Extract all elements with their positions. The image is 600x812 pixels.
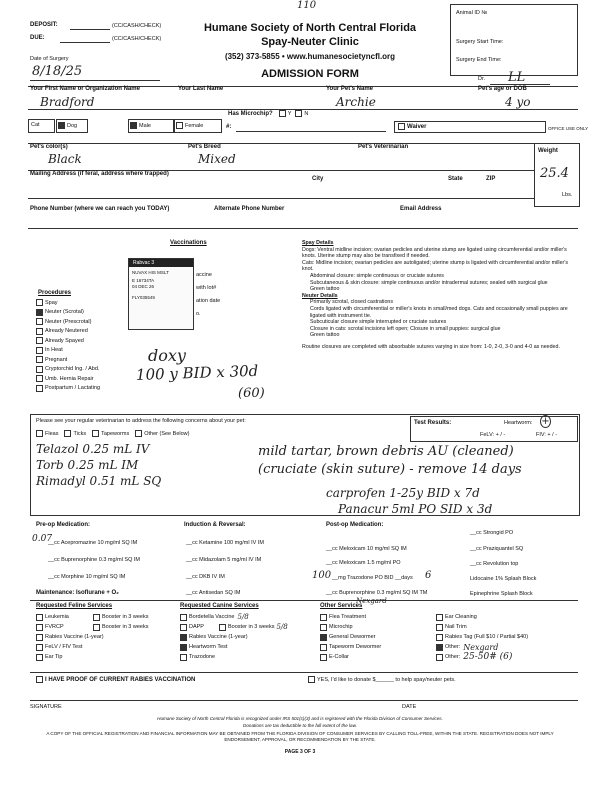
dog-option[interactable] — [58, 122, 77, 129]
feline-leukemia[interactable] — [36, 612, 148, 622]
vaccine-line-1: accine — [196, 272, 212, 278]
procedure-postpartum[interactable] — [36, 384, 100, 394]
extra-nail-trim[interactable] — [436, 622, 528, 632]
due-label: DUE: — [30, 35, 45, 41]
extra-ear-cleaning[interactable] — [436, 612, 528, 622]
service-label: DAPP — [189, 624, 204, 630]
pet-age-label: Pet's age or DOB — [478, 86, 527, 92]
sticker-line-2: E 16734TA — [132, 278, 155, 283]
procedures-list — [36, 298, 100, 393]
procedure-umb-hernia[interactable] — [36, 374, 100, 384]
feline-ear-tip[interactable] — [36, 652, 148, 662]
service-label: Other: — [445, 654, 461, 660]
service-checkbox[interactable] — [180, 614, 187, 621]
deposit-options: (CC/CASH/CHECK) — [112, 23, 162, 29]
service-label: Rabies Vaccine (1-year) — [189, 634, 248, 640]
signature-label: SIGNATURE — [30, 704, 62, 710]
extra-services-list — [436, 612, 528, 662]
heartworm-label: Heartworm: — [504, 420, 533, 426]
procedure-neuter-scrotal[interactable] — [36, 308, 100, 318]
procedure-checkbox[interactable] — [36, 366, 43, 373]
female-option[interactable] — [176, 122, 203, 129]
procedure-label: Pregnant — [45, 356, 68, 363]
canine-trazodone[interactable] — [180, 652, 288, 662]
procedure-checkbox[interactable] — [36, 337, 43, 344]
postop-hand: 100 — [312, 570, 332, 581]
induction-item-ketamine[interactable]: __cc Ketamine 100 mg/ml IV IM — [186, 540, 264, 546]
dog-checkbox[interactable] — [58, 122, 65, 129]
preop-item-morphine[interactable]: __cc Morphine 10 mg/ml SQ IM — [48, 574, 126, 580]
neuter-bullet: Closure in cats: scrotal incisions left open; Closure in small puppies: surgical glue — [310, 325, 501, 332]
service-checkbox[interactable] — [436, 624, 443, 631]
neuter-bullet: Subcuticular closure simple interrupted or cruciate sutures — [310, 319, 447, 326]
induction-item-antisedan[interactable]: __cc Antisedan SQ IM — [186, 590, 241, 596]
vaccine-line-4: o. — [196, 311, 201, 317]
induction-item-midazolam[interactable]: __cc Midazolam 5 mg/ml IV IM — [186, 557, 262, 563]
fine-print-2: Donations are tax deductible to the full extent of the law. — [243, 723, 357, 728]
first-name-label: Your First Name or Organization Name — [30, 86, 140, 92]
booster-checkbox[interactable] — [93, 614, 100, 621]
right-med-revolution[interactable]: __cc Revolution top — [470, 561, 519, 567]
microchip-number-label: #: — [226, 124, 232, 130]
donate-checkbox[interactable] — [308, 676, 315, 683]
preop-hand: 0.07 — [32, 534, 53, 544]
service-checkbox[interactable] — [180, 634, 187, 641]
service-checkbox[interactable] — [320, 614, 327, 621]
fine-print-1: Humane Society of North Central Florida is recognized under IRS 501(c)(3) and is registered with the Florida Division of Consumer Services. — [157, 716, 443, 721]
procedure-checkbox[interactable] — [36, 356, 43, 363]
booster-checkbox[interactable] — [93, 624, 100, 631]
service-label: Ear Tip — [45, 654, 63, 660]
sticker-line-3: 04 DEC 26 — [132, 284, 155, 289]
booster-label: Booster in 3 weeks — [228, 624, 275, 630]
deposit-label: DEPOSIT: — [30, 22, 58, 28]
extra-rabies-tag[interactable] — [436, 632, 528, 642]
service-checkbox[interactable] — [320, 644, 327, 651]
breed-value[interactable]: Mixed — [198, 152, 236, 166]
female-label: Female — [185, 122, 204, 129]
other-flea[interactable] — [320, 612, 381, 622]
rabies-proof-checkbox[interactable] — [36, 676, 43, 683]
postop-item-buprenorphine[interactable]: __cc Buprenorphine 0.3 mg/ml SQ IM TM — [326, 590, 428, 596]
service-checkbox[interactable] — [36, 614, 43, 621]
microchip-no-checkbox[interactable] — [295, 110, 302, 117]
office-use-label: OFFICE USE ONLY — [548, 126, 589, 131]
mailing-label: Mailing Address (if feral, address where trapped) — [30, 171, 169, 177]
other-services-title: Other Services — [320, 603, 363, 609]
other-microchip[interactable] — [320, 622, 381, 632]
service-label: Rabies Tag (Full $10 / Partial $40) — [445, 634, 529, 640]
city-label: City — [312, 176, 324, 182]
page-number: PAGE 3 OF 3 — [284, 749, 316, 755]
other-services-list — [320, 612, 381, 662]
right-med-strongid[interactable]: __cc Strongid PO — [470, 530, 514, 536]
postop-days: 6 — [425, 570, 432, 581]
right-med-praziquantel[interactable]: __cc Praziquantel SQ — [470, 546, 524, 552]
preop-title: Pre-op Medication: — [36, 522, 91, 528]
donate-row[interactable] — [308, 676, 456, 683]
concern-note-1: Telazol 0.25 mL IV — [36, 442, 150, 456]
other-checkbox[interactable] — [135, 430, 142, 437]
postop-item-meloxicam-10[interactable]: __cc Meloxicam 10 mg/ml SQ IM — [326, 546, 407, 552]
spay-bullet: Green tattoo — [310, 286, 340, 293]
sticker-line-1: NUVAX HIS MSLT — [132, 270, 169, 275]
postop-item-trazodone[interactable]: __mg Trazodone PO BID __days — [332, 575, 413, 581]
extra-other-1[interactable] — [436, 642, 528, 652]
feline-rabies[interactable] — [36, 632, 148, 642]
sticker-line-4: FLY035549 — [132, 295, 155, 300]
zip-label: ZIP — [486, 176, 496, 182]
vet-label: Pet's Veterinarian — [358, 144, 409, 150]
service-label: Rabies Vaccine (1-year) — [45, 634, 104, 640]
neuter-details-title: Neuter Details — [302, 292, 338, 299]
booster-label: Booster in 3 weeks — [102, 614, 149, 620]
vaccine-line-3: ation date — [196, 298, 221, 304]
other-general-dewormer[interactable] — [320, 632, 381, 642]
concern-note-2: Torb 0.25 mL IM — [36, 458, 139, 472]
dr-label: Dr. — [478, 76, 486, 82]
due-options: (CC/CASH/CHECK) — [112, 36, 162, 42]
procedure-label: Postpartum / Lactating — [45, 385, 101, 392]
service-checkbox[interactable] — [36, 624, 43, 631]
phone-label: Phone Number (where we can reach you TODAY) — [30, 206, 170, 212]
procedure-label: Neuter (Prescrotal) — [45, 318, 92, 325]
state-label: State — [448, 176, 463, 182]
rabies-proof-label: I HAVE PROOF OF CURRENT RABIES VACCINATION — [45, 676, 196, 683]
canine-dapp[interactable] — [180, 622, 288, 632]
feline-services-title: Requested Feline Services — [36, 603, 113, 609]
service-label: Heartworm Test — [189, 644, 228, 650]
phone-web: (352) 373-5855 • www.humanesocietyncfl.org — [224, 52, 396, 61]
procedure-neuter-prescrotal[interactable] — [36, 317, 100, 327]
other-label: Other (See Below) — [144, 430, 190, 437]
procedure-checkbox[interactable] — [36, 309, 43, 316]
extra-other-hand: Nexgard — [463, 642, 499, 652]
service-label: Bordetella Vaccine — [189, 614, 235, 620]
procedure-label: Spay — [45, 299, 58, 306]
vaccinations-title: Vaccinations — [170, 240, 207, 246]
extra-other-hand-2: 25-50# (6) — [463, 652, 513, 662]
concern-note-6: carprofen 1-25y BID x 7d — [326, 486, 480, 500]
male-label: Male — [139, 122, 151, 129]
concern-note-4: mild tartar, brown debris AU (cleaned) — [258, 444, 514, 459]
dr-value[interactable]: LL — [508, 70, 526, 85]
induction-title: Induction & Reversal: — [184, 522, 246, 528]
service-label: Trazodone — [189, 654, 216, 660]
rx-line-1: doxy — [148, 346, 186, 365]
procedure-label: In Heat — [45, 347, 63, 354]
service-label: Tapeworm Dewormer — [329, 644, 382, 650]
pet-age-value[interactable]: 4 yo — [505, 95, 531, 109]
email-label: Email Address — [400, 206, 442, 212]
procedure-already-neutered[interactable] — [36, 327, 100, 337]
concerns-options — [36, 430, 189, 437]
postop-item-meloxicam-15[interactable]: __cc Meloxicam 1.5 mg/ml PO — [326, 560, 401, 566]
service-label: Ear Cleaning — [445, 614, 477, 620]
other-tapeworm[interactable] — [320, 642, 381, 652]
service-checkbox[interactable] — [36, 654, 43, 661]
procedure-checkbox[interactable] — [36, 299, 43, 306]
ticks-checkbox[interactable] — [64, 430, 71, 437]
heartworm-value[interactable]: + — [541, 416, 550, 427]
waiver-label: Waiver — [407, 123, 427, 130]
procedure-label: Neuter (Scrotal) — [45, 309, 84, 316]
dog-label: Dog — [67, 122, 78, 129]
service-checkbox[interactable] — [180, 644, 187, 651]
waiver-checkbox[interactable] — [398, 123, 405, 130]
canine-hand-note-2: 5/8 — [276, 623, 288, 631]
vaccine-line-2: with lot# — [196, 285, 217, 291]
first-name-value[interactable]: Bradford — [40, 95, 95, 109]
service-label: Leukemia — [45, 614, 69, 620]
service-label: E-Collar — [329, 654, 349, 660]
spay-details — [302, 240, 576, 351]
service-checkbox[interactable] — [320, 624, 327, 631]
service-checkbox[interactable] — [436, 644, 443, 651]
canine-services-title: Requested Canine Services — [180, 603, 259, 609]
feline-felv-fiv[interactable] — [36, 642, 148, 652]
alt-phone-label: Alternate Phone Number — [214, 206, 285, 212]
procedure-already-spayed[interactable] — [36, 336, 100, 346]
canine-hand-note-1: 5/8 — [237, 613, 249, 621]
procedures-title: Procedures — [38, 290, 72, 296]
pet-name-label: Your Pet's Name — [326, 86, 373, 92]
procedure-label: Already Neutered — [45, 328, 88, 335]
weight-label: Weight — [538, 148, 558, 154]
right-med-epinephrine[interactable]: Epinephrine Splash Block — [470, 591, 533, 597]
donate-label: YES, I'd like to donate $______ to help spay/neuter pets. — [317, 676, 456, 683]
procedure-label: Already Spayed — [45, 337, 84, 344]
last-name-label: Your Last Name — [178, 86, 224, 92]
induction-item-dkb[interactable]: __cc DKB IV IM — [186, 574, 225, 580]
canine-bordetella[interactable] — [180, 612, 288, 622]
fleas-checkbox[interactable] — [36, 430, 43, 437]
service-checkbox[interactable] — [180, 624, 187, 631]
fleas-label: Fleas — [45, 430, 59, 437]
neuter-bullet: Primarily scrotal, closed castrations — [310, 299, 394, 306]
date-of-surgery-value[interactable]: 8/18/25 — [32, 64, 83, 79]
fine-print-3: A COPY OF THE OFFICIAL REGISTRATION AND FINANCIAL INFORMATION MAY BE OBTAINED FROM THE FLORIDA DIVISION OF CONSUMER SERVICES BY CALLING TOLL-FREE, WITHIN THE STATE. REGISTRATION DOES NOT IMPLY ENDORSEMENT, APPROVAL, OR RECOMMENDATION BY THE STATE. — [46, 731, 554, 742]
service-label: Flea Treatment — [329, 614, 366, 620]
service-checkbox[interactable] — [36, 644, 43, 651]
spay-dogs-text: Dogs: Ventral midline incision; ovarian pedicles and uterine stump are ligated using circumferential and/or miller's knots. Uterine stump may also be transfixed if needed. — [302, 246, 567, 260]
neuter-bullet: Cords ligated with circumferential or miller's knots in small/med dogs. Cats and occasionally small puppies are ligated with instrument tie. — [310, 305, 568, 319]
service-checkbox[interactable] — [436, 654, 443, 661]
rx-line-2: 100 y BID x 30d — [135, 361, 259, 384]
color-label: Pet's color(s) — [30, 144, 68, 150]
concerns-prompt: Please see your regular veterinarian to address the following concerns about your pet: — [36, 418, 246, 424]
cat-label: Cat — [31, 122, 40, 128]
service-label: FeLV / FIV Test — [45, 644, 83, 650]
procedure-checkbox[interactable] — [36, 375, 43, 382]
form-title: ADMISSION FORM — [261, 68, 359, 80]
felv-label: FeLV: + / - — [480, 432, 506, 438]
male-option[interactable] — [130, 122, 151, 129]
fiv-label: FIV: + / - — [536, 432, 558, 438]
booster-label: Booster in 3 weeks — [102, 624, 149, 630]
rabies-proof-row[interactable] — [36, 676, 195, 683]
weight-unit: Lbs. — [562, 192, 573, 198]
ticks-label: Ticks — [73, 430, 87, 437]
other-services-hand: Nexgard — [356, 597, 387, 605]
date-label: DATE — [402, 704, 417, 710]
tapeworms-label: Tapeworms — [101, 430, 130, 437]
sticker-top: Rabvac 3 — [129, 259, 193, 267]
service-label: Other: — [445, 644, 461, 650]
top-scribble: 110 — [297, 0, 317, 11]
microchip-row — [228, 110, 308, 117]
female-checkbox[interactable] — [176, 122, 183, 129]
concern-note-3: Rimadyl 0.51 mL SQ — [36, 474, 162, 488]
service-checkbox[interactable] — [320, 634, 327, 641]
other-ecollar[interactable] — [320, 652, 381, 662]
canine-services-list — [180, 612, 288, 662]
procedure-in-heat[interactable] — [36, 346, 100, 356]
preop-item-acepromazine[interactable]: __cc Acepromazine 10 mg/ml SQ IM — [48, 540, 138, 546]
spay-bullet: Abdominal closure: simple continuous or cruciate sutures — [310, 272, 444, 279]
concern-note-5: (cruciate (skin suture) - remove 14 days — [258, 462, 522, 477]
date-of-surgery-label: Date of Surgery — [30, 56, 69, 62]
routine-closure-text: Routine closures are completed with absorbable sutures varying in size from: 1-0, 2-0, 3-0 and 4-0 as needed. — [302, 343, 560, 350]
weight-value[interactable]: 25.4 — [540, 166, 569, 181]
booster-checkbox[interactable] — [219, 624, 226, 631]
spay-bullet: Subcutaneous & skin closure: simple continuous and/or intradermal sutures; sealed with surgical glue — [310, 279, 548, 286]
clinic-name: Spay-Neuter Clinic — [261, 36, 359, 48]
waiver-option[interactable] — [398, 123, 426, 130]
surgery-end-label: Surgery End Time: — [456, 57, 502, 63]
spay-cats-text: Cats: Midline incision; ovarian pedicles are autoligated; uterine stump is ligated with circumferential and/or miller's knot. — [302, 259, 568, 273]
concern-note-7: Panacur 5ml PO SID x 3d — [338, 502, 493, 516]
maintenance-label: Maintenance: Isoflurane + O₂ — [36, 590, 119, 596]
service-checkbox[interactable] — [436, 634, 443, 641]
microchip-yes-label: Y — [287, 110, 292, 117]
service-label: General Dewormer — [329, 634, 376, 640]
surgery-start-label: Surgery Start Time: — [456, 39, 504, 45]
breed-label: Pet's Breed — [188, 144, 221, 150]
service-checkbox[interactable] — [36, 634, 43, 641]
procedure-cryptorchid[interactable] — [36, 365, 100, 375]
service-label: Microchip — [329, 624, 353, 630]
org-name: Humane Society of North Central Florida — [203, 22, 417, 34]
canine-heartworm[interactable] — [180, 642, 288, 652]
neuter-bullet: Green tattoo — [310, 332, 340, 339]
procedure-label: Umb. Hernia Repair — [45, 375, 94, 382]
procedure-checkbox[interactable] — [36, 347, 43, 354]
rx-line-3: (60) — [238, 386, 265, 401]
male-checkbox[interactable] — [130, 122, 137, 129]
feline-services-list — [36, 612, 148, 662]
procedure-checkbox[interactable] — [36, 385, 43, 392]
tapeworms-checkbox[interactable] — [92, 430, 99, 437]
cat-option[interactable] — [31, 122, 40, 128]
microchip-yes-checkbox[interactable] — [279, 110, 286, 117]
service-checkbox[interactable] — [180, 654, 187, 661]
procedure-spay[interactable] — [36, 298, 100, 308]
procedure-checkbox[interactable] — [36, 328, 43, 335]
procedure-checkbox[interactable] — [36, 318, 43, 325]
service-label: FVRCP — [45, 624, 64, 630]
right-med-lidocaine[interactable]: Lidocaine 1% Splash Block — [470, 576, 537, 582]
vaccine-sticker — [128, 258, 194, 330]
pet-name-value[interactable]: Archie — [336, 95, 376, 109]
preop-item-buprenorphine[interactable]: __cc Buprenorphine 0.3 mg/ml SQ IM — [48, 557, 141, 563]
spay-details-title: Spay Details — [302, 240, 334, 246]
service-label: Nail Trim — [445, 624, 467, 630]
service-checkbox[interactable] — [436, 614, 443, 621]
postop-title: Post-op Medication: — [326, 522, 384, 528]
service-checkbox[interactable] — [320, 654, 327, 661]
feline-fvrcp[interactable] — [36, 622, 148, 632]
animal-id-label: Animal ID № — [456, 10, 488, 16]
procedure-label: Cryptorchid Ing. / Abd. — [45, 366, 100, 373]
microchip-label: Has Microchip? — [228, 110, 273, 117]
procedure-pregnant[interactable] — [36, 355, 100, 365]
extra-other-2[interactable] — [436, 652, 528, 662]
microchip-no-label: N — [304, 110, 309, 117]
test-results-label: Test Results: — [414, 420, 452, 426]
color-value[interactable]: Black — [48, 152, 82, 166]
canine-rabies[interactable] — [180, 632, 288, 642]
